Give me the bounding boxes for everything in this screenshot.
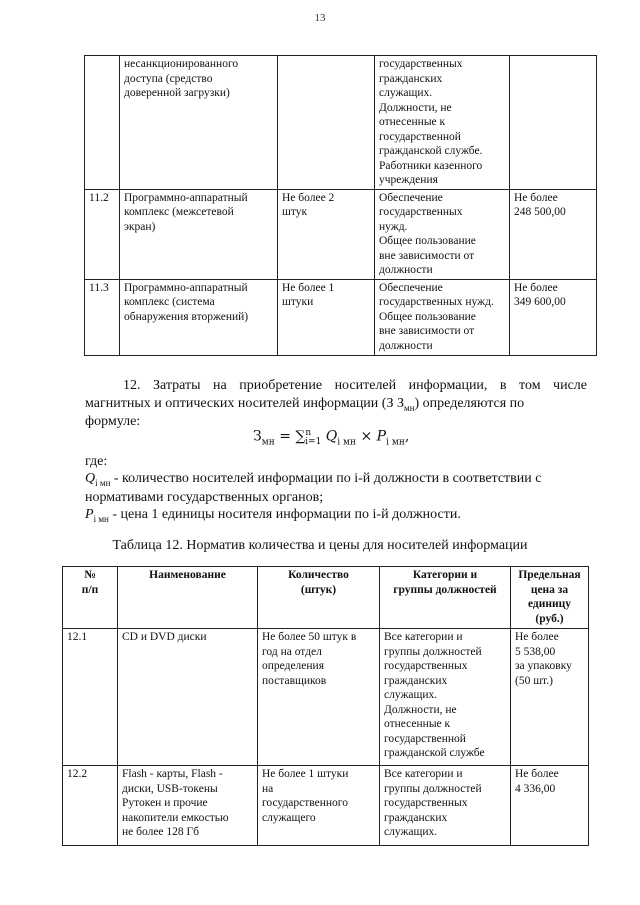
text-line: Не более 2	[282, 191, 335, 204]
formula-lhs-subscript: мн	[261, 437, 275, 448]
table-header-row	[63, 567, 589, 629]
text-line: (50 шт.)	[515, 674, 553, 687]
text-line: Работники казенного	[379, 159, 483, 172]
row-number: 11.2	[85, 189, 120, 279]
header-line: группы должностей	[393, 583, 497, 596]
text-line: государственного	[262, 797, 348, 809]
text-line: 349 600,00	[514, 296, 566, 308]
text-line: поставщиков	[262, 674, 327, 687]
item-price	[510, 279, 597, 355]
formula-p: P	[376, 428, 387, 445]
item-name	[118, 766, 258, 846]
header-line: Категории и	[412, 569, 478, 581]
text-line: несанкционированного	[124, 58, 239, 70]
table-11-continuation	[84, 55, 597, 356]
formula-q-subscript: i мн	[337, 437, 357, 448]
text-line: Программно-аппаратный	[124, 191, 248, 204]
item-name	[120, 56, 278, 190]
item-quantity	[278, 56, 375, 190]
text-line: гражданских	[384, 811, 448, 824]
def-p-text: - цена 1 единицы носителя информации по i-й должности.	[108, 507, 461, 522]
item-price	[511, 629, 589, 766]
text-line: вне зависимости от	[379, 325, 475, 337]
table-row	[63, 766, 589, 846]
text-line: должности	[379, 264, 433, 276]
item-category	[375, 279, 510, 355]
text-line: Не более	[514, 191, 558, 204]
text-line: за упаковку	[515, 660, 572, 672]
text-line: Общее пользование	[379, 235, 476, 247]
paragraph-line: формуле:	[85, 414, 141, 429]
header-line: п/п	[81, 583, 99, 596]
text-line: накопители емкостью	[122, 811, 229, 824]
header-number	[63, 567, 118, 629]
text-line: Не более 1 штуки	[262, 768, 349, 780]
table-row	[85, 279, 597, 355]
text-line: Обеспечение	[379, 281, 443, 294]
text-line: Не более 1	[282, 281, 335, 294]
row-number: 11.3	[85, 279, 120, 355]
text-line: Рутокен и прочие	[122, 797, 208, 809]
text-line: штуки	[282, 296, 314, 308]
item-category	[380, 629, 511, 766]
text-line: государственных	[384, 797, 468, 809]
text-line: Должности, не	[384, 703, 457, 716]
item-category	[375, 189, 510, 279]
header-quantity	[258, 567, 380, 629]
text-line: учреждения	[379, 174, 438, 186]
text-line: отнесенные к	[384, 718, 451, 730]
text-line: 4 336,00	[515, 782, 556, 795]
text-line: государственных	[379, 58, 463, 70]
text-line: CD и DVD диски	[122, 631, 207, 643]
formula	[253, 428, 409, 447]
formula-sum-upper: n	[305, 428, 312, 438]
header-line: (штук)	[300, 583, 337, 596]
def-p-symbol: P	[85, 507, 94, 522]
text-line: определения	[262, 660, 325, 672]
text-line: Не более	[515, 631, 559, 643]
text-line: нужд.	[379, 220, 408, 233]
formula-p-subscript: i мн	[386, 437, 405, 448]
text-line: государственных нужд.	[379, 296, 494, 308]
header-line: (руб.)	[535, 612, 564, 625]
where-label: где:	[85, 454, 108, 469]
table-row	[85, 56, 597, 190]
text-line: служащего	[262, 811, 316, 824]
table-row	[85, 189, 597, 279]
text-line: Не более 50 штук в	[262, 631, 357, 643]
text-line: группы должностей	[384, 645, 482, 658]
text-line: доверенной загрузки)	[124, 87, 230, 99]
text-line: гражданских	[384, 674, 448, 687]
def-p-subscript: i мн	[93, 513, 109, 524]
row-number	[85, 56, 120, 190]
header-name	[118, 567, 258, 629]
text-line: не более 128 Гб	[122, 826, 200, 838]
item-price	[511, 766, 589, 846]
formula-sum: ∑	[295, 428, 306, 445]
item-category	[380, 766, 511, 846]
text-line: Должности, не	[379, 101, 452, 114]
paragraph-tail: ) определяются по	[414, 396, 525, 411]
header-price	[511, 567, 589, 629]
item-name	[120, 279, 278, 355]
item-quantity	[258, 766, 380, 846]
text-line: служащих.	[384, 826, 438, 838]
text-line: должности	[379, 339, 433, 352]
item-name	[120, 189, 278, 279]
symbol-z: З	[396, 396, 404, 411]
text-line: отнесенные к	[379, 116, 446, 128]
symbol-z-subscript: мн	[404, 402, 415, 413]
text-line: доступа (средство	[124, 72, 213, 85]
header-line: №	[84, 569, 96, 581]
text-line: 248 500,00	[514, 206, 566, 218]
header-line: Предельная	[518, 569, 581, 581]
text-line: Обеспечение	[379, 191, 443, 204]
paragraph-text: магнитных и оптических носителей информации (З	[85, 396, 394, 411]
text-line: диски, USB-токены	[122, 782, 218, 795]
text-line: Не более	[514, 281, 558, 294]
text-line: Flash - карты, Flash -	[122, 768, 223, 780]
formula-q: Q	[325, 428, 338, 445]
text-line: на	[262, 782, 274, 795]
header-line: единицу	[527, 598, 572, 610]
text-line: Программно-аппаратный	[124, 281, 248, 294]
page-number: 13	[314, 12, 326, 24]
row-number: 12.1	[63, 629, 118, 766]
table-12	[62, 566, 589, 846]
text-line: Все категории и	[384, 768, 463, 780]
section-12-symbol-tail	[85, 395, 587, 413]
text-line: обнаружения вторжений)	[124, 310, 249, 323]
text-line: экран)	[124, 220, 156, 233]
header-line: Наименование	[149, 569, 226, 581]
text-line: комплекс (система	[124, 296, 215, 308]
text-line: государственной	[379, 130, 461, 143]
text-line: вне зависимости от	[379, 249, 475, 262]
formula-sum-lower: i=1	[305, 437, 322, 448]
text-line: год на отдел	[262, 645, 322, 658]
paragraph-line: 12. Затраты на приобретение носителей информации, в том числе	[123, 378, 587, 393]
text-line: государственных	[384, 660, 468, 672]
header-line: цена за	[530, 583, 569, 596]
row-number: 12.2	[63, 766, 118, 846]
text-line: гражданской службе.	[379, 145, 483, 157]
item-price	[510, 189, 597, 279]
item-quantity	[258, 629, 380, 766]
item-name	[118, 629, 258, 766]
text-line: государственной	[384, 732, 466, 745]
item-price	[510, 56, 597, 190]
text-line: гражданской службе	[384, 747, 485, 759]
text-line: служащих.	[379, 87, 433, 99]
def-q-symbol: Q	[85, 471, 96, 486]
definition-q-cont: нормативами государственных органов;	[85, 490, 324, 505]
text-line: Общее пользование	[379, 310, 476, 323]
text-line: комплекс (межсетевой	[124, 206, 234, 218]
text-line: Все категории и	[384, 631, 463, 643]
def-q-text: - количество носителей информации по i-й должности в соответствии с	[110, 471, 542, 486]
text-line: штук	[282, 206, 308, 218]
text-line: гражданских	[379, 72, 443, 85]
text-line: служащих.	[384, 689, 438, 701]
table-row	[63, 629, 589, 766]
formula-comma: ,	[404, 428, 410, 445]
header-category	[380, 567, 511, 629]
header-line: Количество	[288, 569, 349, 581]
def-q-subscript: i мн	[95, 477, 111, 488]
formula-lhs: З	[253, 428, 262, 445]
formula-equals: =	[279, 428, 291, 445]
definition-p	[85, 506, 461, 528]
text-line: 5 538,00	[515, 645, 556, 658]
formula-times: ×	[360, 428, 373, 445]
text-line: группы должностей	[384, 782, 482, 795]
text-line: Не более	[515, 768, 559, 780]
text-line: государственных	[379, 206, 463, 218]
item-quantity	[278, 189, 375, 279]
item-category	[375, 56, 510, 190]
item-quantity	[278, 279, 375, 355]
table-12-caption: Таблица 12. Норматив количества и цены для носителей информации	[112, 538, 528, 553]
